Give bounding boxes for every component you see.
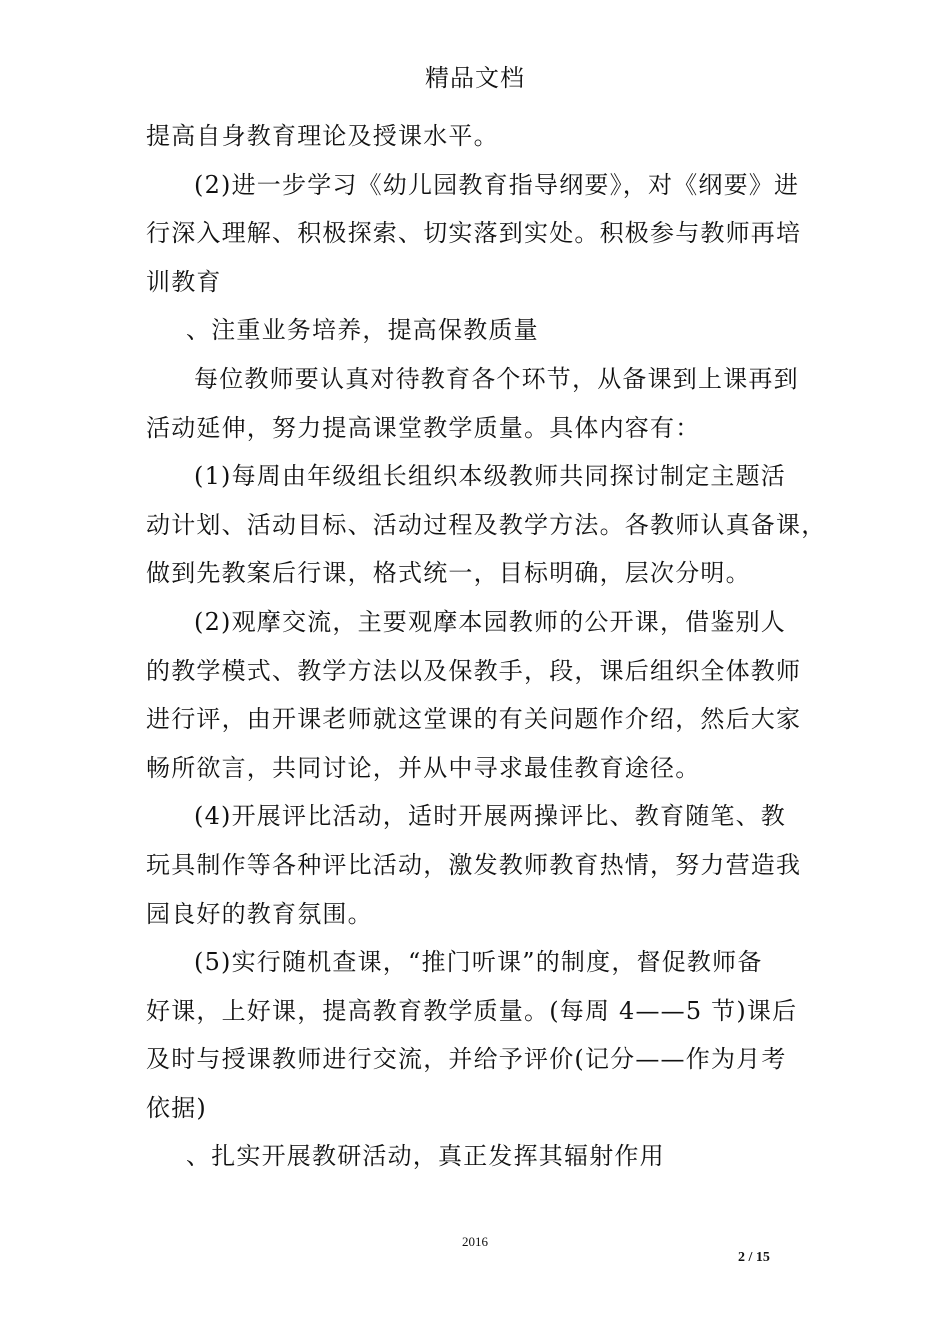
footer-year: 2016 [462,1234,488,1249]
document-body [146,112,827,1181]
text-line: 园良好的教育氛围。 [146,899,373,928]
text-line: 及时与授课教师进行交流，并给予评价(记分——作为月考 [146,1045,787,1074]
text-line: 行深入理解、积极探索、切实落到实处。积极参与教师再培 [146,219,802,248]
text-line: 训教育 [146,267,222,296]
text-line: 依据) [146,1093,207,1122]
text-line: (5)实行随机查课，“推门听课”的制度，督促教师备 [194,948,763,977]
text-line: 动计划、活动目标、活动过程及教学方法。各教师认真备课， [146,510,827,539]
text-line: (2)观摩交流，主要观摩本园教师的公开课，借鉴别人 [194,607,786,636]
text-line: 玩具制作等各种评比活动，激发教师教育热情，努力营造我 [146,850,802,879]
text-line: 每位教师要认真对待教育各个环节，从备课到上课再到 [194,364,799,393]
text-line: (1)每周由年级组长组织本级教师共同探讨制定主题活 [194,462,786,491]
text-line: 的教学模式、教学方法以及保教手，段，课后组织全体教师 [146,656,802,685]
text-line: 活动延伸，努力提高课堂教学质量。具体内容有： [146,413,701,442]
text-line: 、扎实开展教研活动，真正发挥其辐射作用 [186,1142,665,1171]
text-line: 、注重业务培养，提高保教质量 [186,316,539,345]
page-header-title: 精品文档 [425,64,525,92]
text-line: (4)开展评比活动，适时开展两操评比、教育随笔、教 [194,802,786,831]
page-number: 2 / 15 [738,1250,770,1265]
text-line: 提高自身教育理论及授课水平。 [146,122,499,150]
text-line: 做到先教案后行课，格式统一，目标明确，层次分明。 [146,559,751,588]
text-line: 进行评，由开课老师就这堂课的有关问题作介绍，然后大家 [146,705,802,734]
text-line: (2)进一步学习《幼儿园教育指导纲要》，对《纲要》进 [194,170,800,199]
text-line: 畅所欲言，共同讨论，并从中寻求最佳教育途径。 [146,753,701,782]
text-line: 好课，上好课，提高教育教学质量。(每周 4——5 节)课后 [146,996,798,1025]
